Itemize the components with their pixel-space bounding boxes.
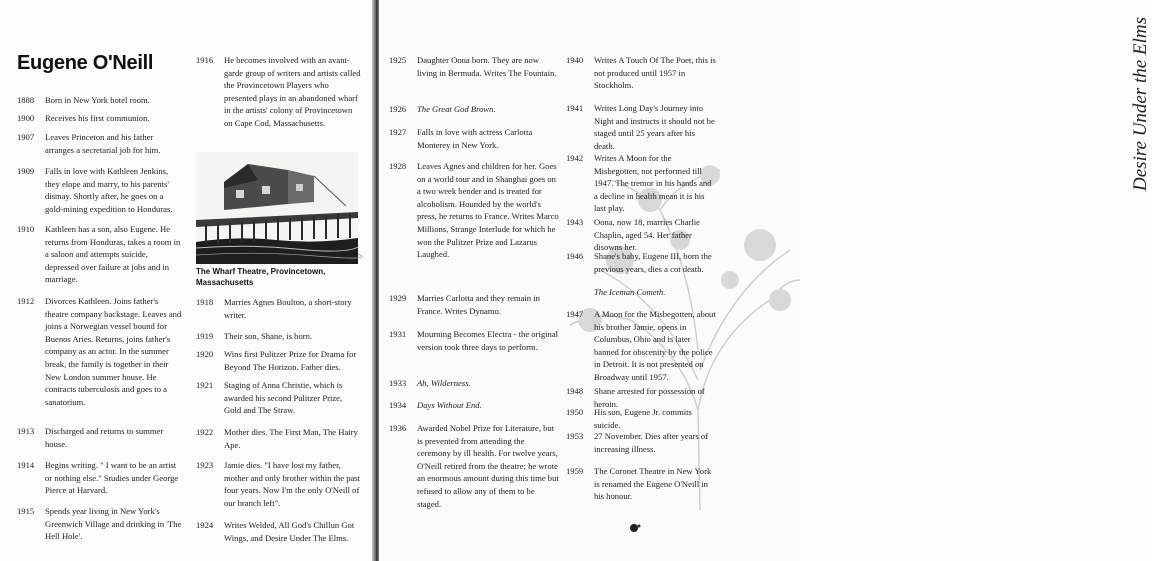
- entry-text: Mourning Becomes Electra - the original version took three days to perform.: [417, 329, 559, 352]
- entry-year: 1925: [389, 55, 407, 65]
- timeline-entry: [196, 54, 361, 130]
- entry-year: 1921: [196, 380, 214, 390]
- entry-year: 1919: [196, 331, 214, 341]
- entry-text: Leaves Agnes and children for her. Goes on a world tour and in Shanghai goes on a two week bender and is treated for alcoholism. Hounded by the world's press, he returns to France. Writes Marco Millions, Strange Interlude for which he won the Pulitzer Prize and Lazarus Laughed.: [417, 161, 559, 260]
- timeline-entry: [389, 399, 559, 412]
- entry-text: Awarded Nobel Prize for Literature, but is prevented from attending the ceremony by ill health. For twelve years, O'Neill retired from the theatre; he wrote an enormous amount during this time but refused to allow any of them to be staged.: [417, 423, 559, 509]
- entry-year: 1942: [566, 153, 584, 163]
- entry-text: Writes A Touch Of The Poet, this is not produced until 1957 in Stockholm.: [594, 55, 716, 91]
- timeline-entry: [389, 126, 559, 151]
- entry-text: The Iceman Cometh.: [594, 287, 666, 297]
- entry-year: 1950: [566, 407, 584, 417]
- entry-year: 1923: [196, 460, 214, 470]
- side-title: Desire Under the Elms: [1130, 17, 1151, 191]
- entry-year: 1959: [566, 466, 584, 476]
- entry-year: 1912: [17, 296, 35, 306]
- timeline-entry: [17, 112, 182, 125]
- entry-text: Marries Carlotta and they remain in France. Writes Dynamo.: [417, 293, 540, 316]
- entry-text: Receives his first communion.: [45, 113, 150, 123]
- entry-year: 1926: [389, 104, 407, 114]
- entry-text: Born in New York hotel room.: [45, 95, 150, 105]
- entry-year: 1933: [389, 378, 407, 388]
- timeline-entry: [566, 152, 716, 215]
- timeline-entry: [17, 165, 182, 215]
- timeline-entry: [389, 328, 559, 353]
- entry-year: 1934: [389, 400, 407, 410]
- page-title: Eugene O'Neill: [17, 52, 154, 74]
- timeline-entry: [17, 505, 182, 543]
- entry-text: Days Without End.: [417, 400, 482, 410]
- entry-year: 1920: [196, 349, 214, 359]
- ink-blot-mark: [628, 522, 642, 534]
- entry-year: 1888: [17, 95, 35, 105]
- timeline-entry: [389, 377, 559, 390]
- entry-year: 1946: [566, 251, 584, 261]
- entry-year: 1928: [389, 161, 407, 171]
- timeline-entry: [389, 160, 559, 261]
- entry-text: Shane's baby, Eugene III, born the previous years, dies a cot death.: [594, 251, 712, 274]
- entry-text: Falls in love with Kathleen Jenkins, they elope and marry, to his parents' dismay. Shortly after, he goes on a gold-mining expedition to Honduras.: [45, 166, 173, 214]
- entry-year: 1929: [389, 293, 407, 303]
- entry-text: Writes Long Day's Journey into Night and instructs it should not be staged until 25 years after his death.: [594, 103, 715, 151]
- entry-year: 1922: [196, 427, 214, 437]
- left-page: [0, 0, 375, 561]
- entry-year: 1913: [17, 426, 35, 436]
- entry-text: Divorces Kathleen. Joins father's theatre company backstage. Leaves and joins a Norwegian vessel bound for Buenos Aries. Returns, joins father's company as an actor. In the summer break, the family is together in their New London summer house. He contracts tuberculosis and goes to a sanatorium.: [45, 296, 182, 407]
- timeline-entry: [566, 250, 716, 275]
- timeline-entry: [389, 292, 559, 317]
- entry-text: Daughter Oona born. They are now living in Bermuda. Writes The Fountain.: [417, 55, 557, 78]
- entry-year: 1927: [389, 127, 407, 137]
- entry-text: Ah, Wilderness.: [417, 378, 471, 388]
- timeline-entry: [17, 94, 182, 107]
- entry-text: He becomes involved with an avant-garde group of writers and artists called the Provincetown Players who presented plays in an abandoned wharf in the artists' colony of Provincetown on Cape Cod, Massachusetts.: [224, 55, 361, 128]
- timeline-entry: [566, 406, 716, 431]
- entry-year: 1936: [389, 423, 407, 433]
- entry-text: Writes A Moon for the Misbegotten, not performed till 1947. The tremor in his hands and a decline in health mean it is his last play.: [594, 153, 712, 214]
- entry-text: A Moon for the Misbegotten, about his brother Jamie, opens in Columbus, Ohio and is later banned for obscenity by the police in Detroit. It is not presented on Broadway until 1957.: [594, 309, 716, 382]
- entry-year: 1914: [17, 460, 35, 470]
- entry-year: 1900: [17, 113, 35, 123]
- timeline-entry: [389, 422, 559, 510]
- entry-text: Staging of Anna Christie, which is awarded his second Pulitzer Prize, Gold and The Straw.: [224, 380, 343, 416]
- entry-year: 1948: [566, 386, 584, 396]
- entry-text: The Coronet Theatre in New York is renamed the Eugene O'Neill in his honour.: [594, 466, 712, 502]
- entry-text: Marries Agnes Boulton, a short-story writer.: [224, 297, 352, 320]
- entry-text: Jamie dies. "I have lost my father, mother and only brother within the past four years. Now I'm the only O'Neill of our branch left".: [224, 460, 361, 508]
- entry-year: 1907: [17, 132, 35, 142]
- entry-text: Shane arrested for possession of heroin.: [594, 386, 705, 409]
- timeline-entry: [17, 459, 182, 497]
- entry-text: The Great God Brown.: [417, 104, 496, 114]
- timeline-entry: [389, 103, 559, 116]
- timeline-entry: [566, 54, 716, 92]
- entry-year: [566, 286, 588, 299]
- entry-text: Kathleen has a son, also Eugene. He returns from Honduras, takes a room in a saloon and attempts suicide, depressed over failure at jobs and in marriage.: [45, 224, 181, 285]
- entry-year: 1931: [389, 329, 407, 339]
- timeline-entry: [196, 426, 361, 451]
- timeline-entry: [17, 223, 182, 286]
- entry-year: 1947: [566, 309, 584, 319]
- entry-text: Spends year living in New York's Greenwich Village and drinking in 'The Hell Hole'.: [45, 506, 182, 542]
- timeline-entry: [389, 54, 559, 79]
- entry-year: 1953: [566, 431, 584, 441]
- entry-year: 1943: [566, 217, 584, 227]
- timeline-entry: [17, 131, 182, 156]
- timeline-entry: [566, 102, 716, 152]
- timeline-entry: [196, 348, 361, 373]
- entry-text: Mother dies. The First Man, The Hairy Ape.: [224, 427, 358, 450]
- entry-year: 1924: [196, 520, 214, 530]
- wharf-theatre-photo: [196, 152, 358, 264]
- timeline-entry: [196, 379, 361, 417]
- timeline-entry: [566, 430, 716, 455]
- entry-text: Discharged and returns to summer house.: [45, 426, 164, 449]
- entry-year: 1940: [566, 55, 584, 65]
- timeline-entry: [196, 519, 361, 544]
- entry-text: 27 November. Dies after years of increasing illness.: [594, 431, 709, 454]
- entry-text: His son, Eugene Jr. commits suicide.: [594, 407, 692, 430]
- photo-caption: The Wharf Theatre, Provincetown, Massachusetts: [196, 267, 326, 287]
- timeline-entry: [196, 330, 361, 343]
- entry-text: Falls in love with actress Carlotta Monterey in New York.: [417, 127, 533, 150]
- timeline-entry: [566, 465, 716, 503]
- timeline-entry: [196, 459, 361, 509]
- timeline-entry: [17, 295, 182, 408]
- timeline-entry: [566, 286, 716, 299]
- timeline-entry: [566, 216, 716, 254]
- entry-text: Their son, Shane, is born.: [224, 331, 313, 341]
- entry-year: 1916: [196, 55, 214, 65]
- entry-year: 1915: [17, 506, 35, 516]
- timeline-entry: [17, 425, 182, 450]
- entry-year: 1909: [17, 166, 35, 176]
- entry-year: 1910: [17, 224, 35, 234]
- right-page: [379, 0, 1151, 561]
- entry-text: Begins writing. " I want to be an artist or nothing else." Studies under George Pierce at Harvard.: [45, 460, 179, 496]
- entry-text: Oona, now 18, marries Charlie Chaplin, aged 54. Her father disowns her.: [594, 217, 700, 253]
- entry-text: Writes Welded, All God's Chillun Got Wings, and Desire Under The Elms.: [224, 520, 355, 543]
- entry-year: 1918: [196, 297, 214, 307]
- entry-text: Leaves Princeton and his father arranges a secretarial job for him.: [45, 132, 161, 155]
- timeline-entry: [196, 296, 361, 321]
- entry-year: 1941: [566, 103, 584, 113]
- entry-text: Wins first Pulitzer Prize for Drama for Beyond The Horizon. Father dies.: [224, 349, 357, 372]
- timeline-entry: [566, 308, 716, 384]
